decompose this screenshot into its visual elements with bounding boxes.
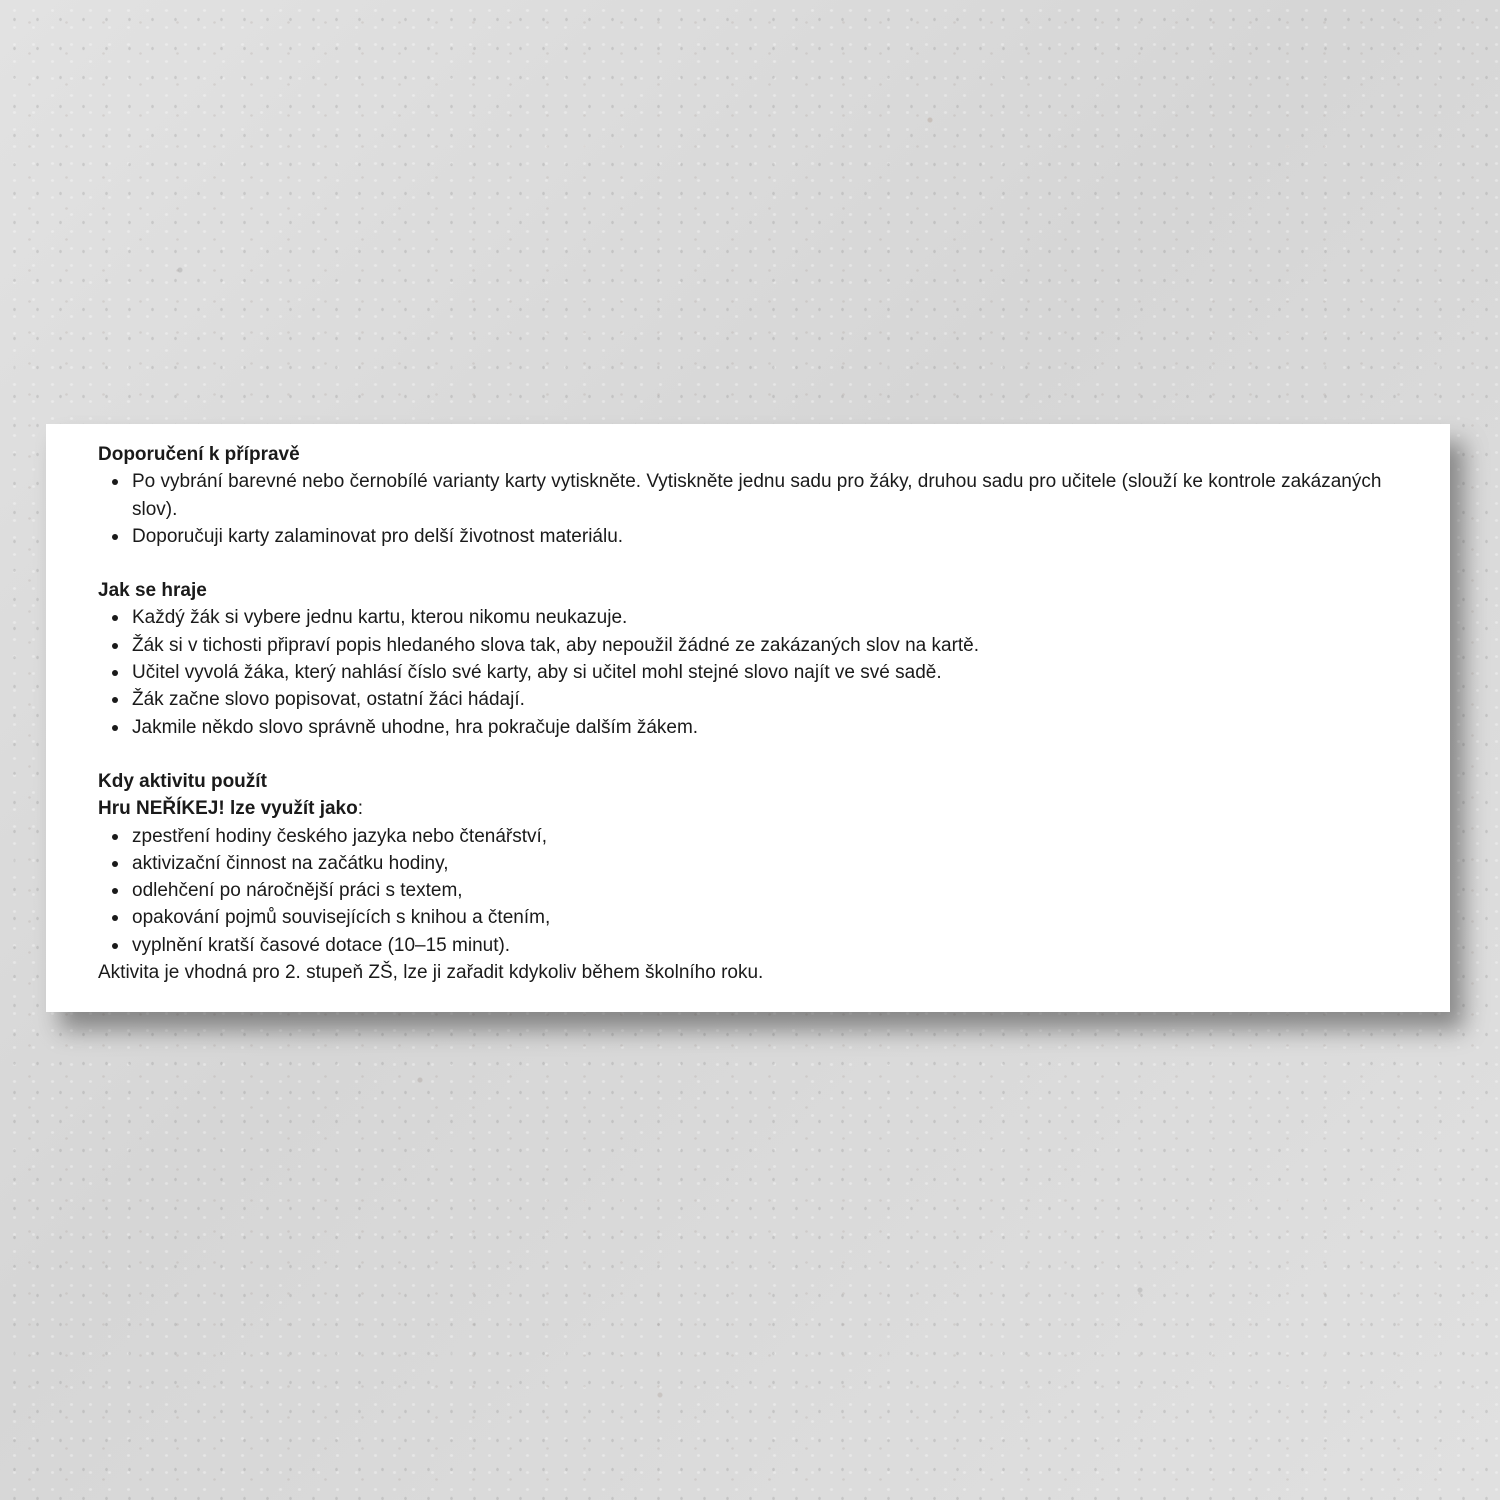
when-to-use-intro: [98, 795, 1410, 822]
list-item: Doporučuji karty zalaminovat pro delší životnost materiálu.: [132, 523, 1410, 550]
list-item: Jakmile někdo slovo správně uhodne, hra pokračuje dalším žákem.: [132, 714, 1410, 741]
list-item: Každý žák si vybere jednu kartu, kterou nikomu neukazuje.: [132, 604, 1410, 631]
list-item: odlehčení po náročnější práci s textem,: [132, 877, 1410, 904]
intro-colon: :: [357, 798, 364, 820]
list-item: vyplnění kratší časové dotace (10–15 minut).: [132, 932, 1410, 959]
section-heading-preparation: Doporučení k přípravě: [98, 444, 300, 465]
section-heading-when-to-use: Kdy aktivitu použít: [98, 770, 267, 792]
section-spacer: [98, 741, 1410, 768]
list-item: aktivizační činnost na začátku hodiny,: [132, 850, 1410, 877]
closing-note: Aktivita je vhodná pro 2. stupeň ZŠ, lze ji zařadit kdykoliv během školního roku.: [98, 962, 764, 984]
list-item: Učitel vyvolá žáka, který nahlásí číslo své karty, aby si učitel mohl stejné slovo najít ve své sadě.: [132, 659, 1410, 686]
section-heading-how-to-play: Jak se hraje: [98, 580, 207, 602]
how-to-play-list: [98, 604, 1410, 740]
preparation-list: [98, 468, 1410, 550]
list-item: opakování pojmů souvisejících s knihou a čtením,: [132, 904, 1410, 931]
list-item: Žák si v tichosti připraví popis hledaného slova tak, aby nepoužil žádné ze zakázaných slov na kartě.: [132, 632, 1410, 659]
list-item: Po vybrání barevné nebo černobílé varianty karty vytiskněte. Vytiskněte jednu sadu pro žáky, druhou sadu pro učitele (slouží ke kontrole zakázaných slov).: [132, 468, 1410, 523]
list-item: Žák začne slovo popisovat, ostatní žáci hádají.: [132, 686, 1410, 713]
list-item: zpestření hodiny českého jazyka nebo čtenářství,: [132, 823, 1410, 850]
section-spacer: [98, 550, 1410, 577]
intro-bold-text: Hru NEŘÍKEJ! lze využít jako: [98, 798, 358, 820]
when-to-use-list: [98, 823, 1410, 959]
instruction-card: [46, 424, 1450, 1012]
